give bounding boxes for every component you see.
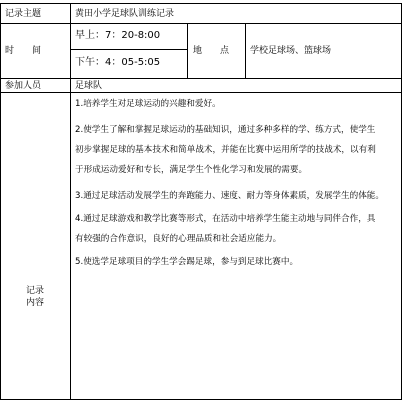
row-divider (70, 49, 187, 50)
record-topic-label: 记录主题 (5, 9, 42, 19)
content-paragraph-3 (75, 186, 395, 206)
content-line: 于形成运动爱好和专长，满足学生个性化学习和发展的需要。 (75, 165, 308, 175)
time-label: 时 间 (5, 46, 42, 56)
row-divider (0, 23, 402, 24)
content-line: 4.通过足球游戏和教学比赛等形式，在活动中培养学生能主动地与同伴合作，具 (75, 214, 376, 224)
content-paragraph-4 (75, 209, 395, 249)
content-line: 初步掌握足球的基本技术和简单战术，并能在比赛中运用所学的技战术，以有利 (75, 145, 376, 155)
content-line: 2.使学生了解和掌握足球运动的基础知识，通过多种多样的学、练方式，使学生 (75, 125, 376, 135)
content-line: 有较强的合作意识，良好的心理品质和社会适应能力。 (75, 234, 282, 244)
content-line: 1.培养学生对足球运动的兴趣和爱好。 (75, 99, 221, 109)
column-divider (187, 23, 188, 78)
column-divider (70, 3, 71, 400)
location-value: 学校足球场、篮球场 (250, 46, 332, 56)
participants-value: 足球队 (75, 81, 103, 91)
content-line: 5.使选学足球项目的学生学会踢足球，参与到足球比赛中。 (75, 257, 299, 267)
table-border-top (0, 3, 402, 4)
table-border-left (0, 3, 1, 400)
content-paragraph-2 (75, 120, 395, 180)
participants-label: 参加人员 (5, 81, 42, 91)
time-afternoon: 下午：4：05-5:05 (75, 57, 161, 68)
column-divider (245, 23, 246, 78)
content-paragraph-5 (75, 252, 395, 272)
content-paragraph-1 (75, 94, 395, 114)
row-divider (0, 78, 402, 79)
location-label: 地 点 (193, 46, 230, 56)
record-topic-value: 黄田小学足球队训练记录 (75, 9, 175, 19)
content-line: 3.通过足球活动发展学生的奔跑能力、速度、耐力等身体素质，发展学生的体能。 (75, 191, 384, 201)
content-label: 记录 (26, 286, 45, 296)
row-divider (0, 92, 402, 93)
time-morning: 早上：7：20-8:00 (75, 30, 161, 41)
content-label: 内容 (26, 298, 45, 308)
